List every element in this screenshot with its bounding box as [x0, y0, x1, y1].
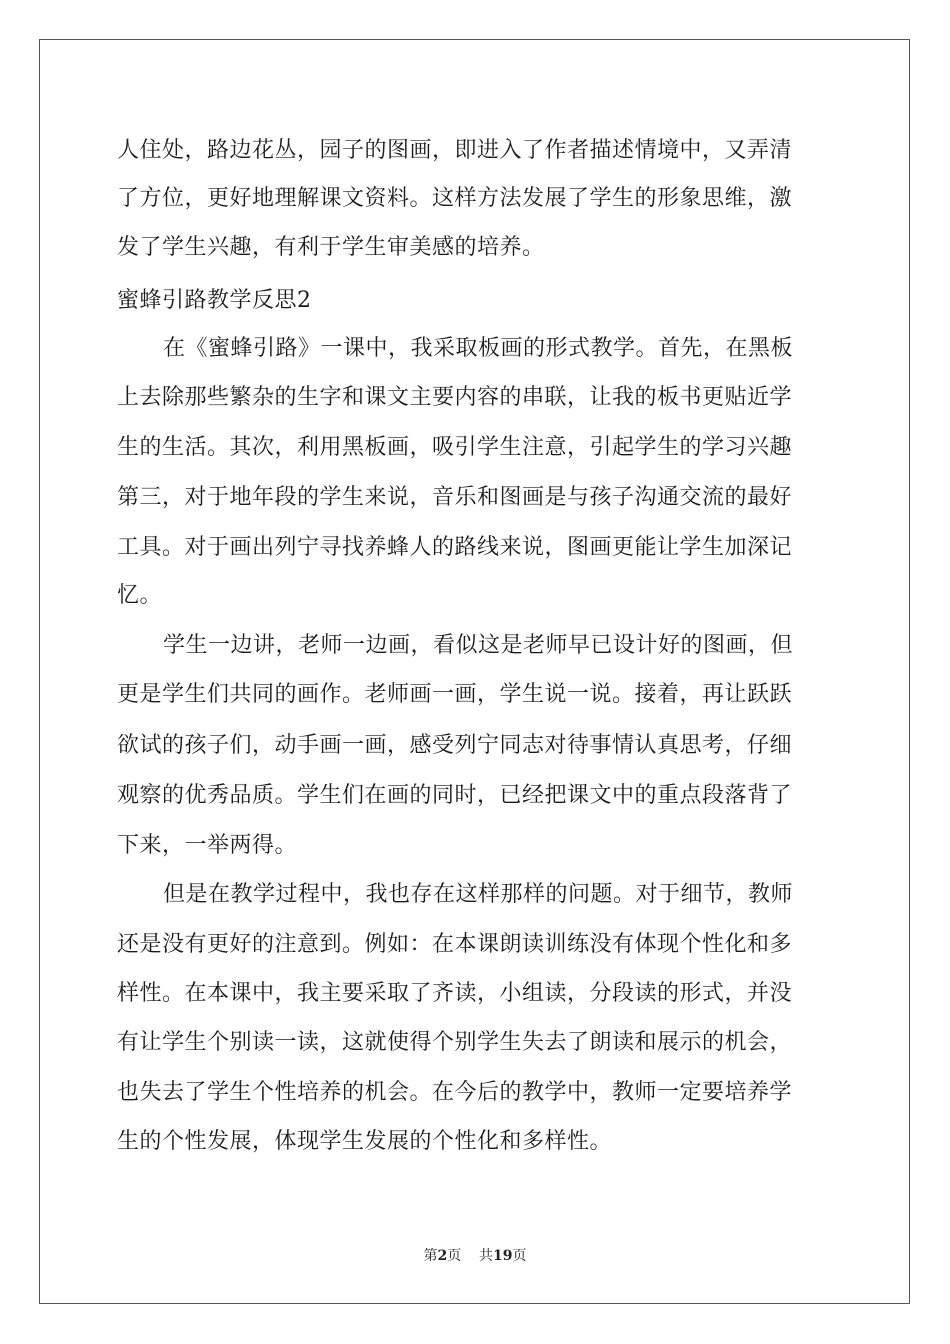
text-line: 也失去了学生个性培养的机会。在今后的教学中，教师一定要培养学 — [117, 1080, 793, 1105]
text-line: 有让学生个别读一读，这就使得个别学生失去了朗读和展示的机会， — [117, 1030, 793, 1055]
paragraph-first-line: 但是在教学过程中，我也存在这样那样的问题。对于细节，教师 — [163, 882, 794, 907]
text-line: 下来，一举两得。 — [117, 833, 298, 858]
text-line: 更是学生们共同的画作。老师画一画，学生说一说。接着，再让跃跃 — [117, 682, 793, 707]
text-line: 发了学生兴趣，有利于学生审美感的培养。 — [117, 235, 545, 260]
text-line: 忆。 — [117, 583, 163, 608]
page-border — [39, 39, 910, 1304]
text-line: 了方位，更好地理解课文资料。这样方法发展了学生的形象思维，激 — [117, 186, 793, 211]
section-heading: 蜜蜂引路教学反思2 — [117, 288, 312, 313]
text-line: 还是没有更好的注意到。例如：在本课朗读训练没有体现个性化和多 — [117, 932, 793, 957]
paragraph-first-line: 学生一边讲，老师一边画，看似这是老师早已设计好的图画，但 — [163, 633, 794, 658]
page-footer — [0, 1246, 950, 1266]
text-line: 第三，对于地年段的学生来说，音乐和图画是与孩子沟通交流的最好 — [117, 485, 793, 510]
text-line: 生的生活。其次，利用黑板画，吸引学生注意，引起学生的学习兴趣 — [117, 435, 793, 460]
text-line: 人住处，路边花丛，园子的图画，即进入了作者描述情境中，又弄清 — [117, 138, 793, 163]
page-number: 第2页 — [423, 1248, 462, 1264]
text-line: 工具。对于画出列宁寻找养蜂人的路线来说，图画更能让学生加深记 — [117, 535, 793, 560]
text-line: 观察的优秀品质。学生们在画的同时，已经把课文中的重点段落背了 — [117, 783, 793, 808]
text-line: 样性。在本课中，我主要采取了齐读，小组读，分段读的形式，并没 — [117, 981, 793, 1006]
page-total: 共19页 — [479, 1248, 527, 1264]
text-line: 上去除那些繁杂的生字和课文主要内容的串联，让我的板书更贴近学 — [117, 385, 793, 410]
text-line: 生的个性发展，体现学生发展的个性化和多样性。 — [117, 1129, 613, 1154]
text-line: 欲试的孩子们，动手画一画，感受列宁同志对待事情认真思考，仔细 — [117, 733, 793, 758]
paragraph-first-line: 在《蜜蜂引路》一课中，我采取板画的形式教学。首先，在黑板 — [163, 336, 794, 361]
